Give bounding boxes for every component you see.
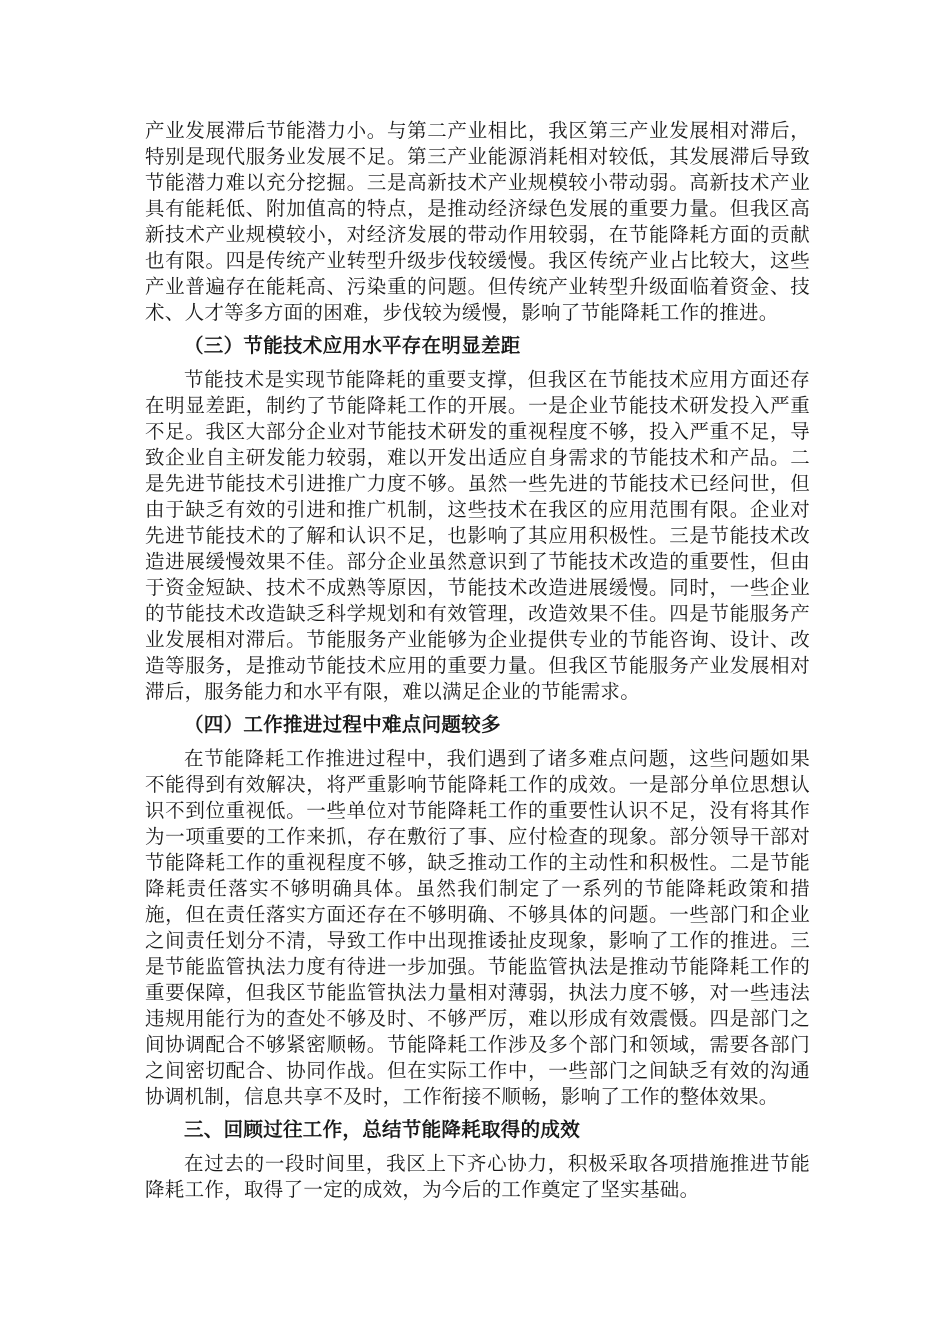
chapter-heading-3: 三、回顾过往工作，总结节能降耗取得的成效 — [184, 1118, 581, 1141]
section-heading-4: （四）工作推进过程中难点问题较多 — [184, 713, 501, 736]
body-paragraph-energy-tech: 节能技术是实现节能降耗的重要支撑，但我区在节能技术应用方面还存在明显差距，制约了节能降耗工作的开展。一是企业节能技术研发投入严重不足。我区大部分企业对节能技术研发的重视程度不够，投入严重不足，导致企业自主研发能力较弱，难以开发出适应自身需求的节能技术和产品。二是先进节能技术引进推广力度不够。虽然一些先进的节能技术已经问世，但由于缺乏有效的引进和推广机制，这些技术在我区的应用范围有限。企业对先进节能技术的了解和认识不足，也影响了其应用积极性。三是节能技术改造进展缓慢效果不佳。部分企业虽然意识到了节能技术改造的重要性，但由于资金短缺、技术不成熟等原因，节能技术改造进展缓慢。同时，一些企业的节能技术改造缺乏科学规划和有效管理，改造效果不佳。四是节能服务产业发展相对滞后。节能服务产业能够为企业提供专业的节能咨询、设计、改造等服务，是推动节能技术应用的重要力量。但我区节能服务产业发展相对滞后，服务能力和水平有限，难以满足企业的节能需求。 — [145, 368, 810, 703]
body-paragraph-achievements: 在过去的一段时间里，我区上下齐心协力，积极采取各项措施推进节能降耗工作，取得了一定的成效，为今后的工作奠定了坚实基础。 — [145, 1152, 810, 1201]
section-heading-3: （三）节能技术应用水平存在明显差距 — [184, 334, 521, 357]
document-page — [145, 118, 810, 1203]
body-paragraph-continued: 产业发展滞后节能潜力小。与第二产业相比，我区第三产业发展相对滞后，特别是现代服务业发展不足。第三产业能源消耗相对较低，其发展滞后导致节能潜力难以充分挖掘。三是高新技术产业规模较小带动弱。高新技术产业具有能耗低、附加值高的特点，是推动经济绿色发展的重要力量。但我区高新技术产业规模较小，对经济发展的带动作用较弱，在节能降耗方面的贡献也有限。四是传统产业转型升级步伐较缓慢。我区传统产业占比较大，这些产业普遍存在能耗高、污染重的问题。但传统产业转型升级面临着资金、技术、人才等多方面的困难，步伐较为缓慢，影响了节能降耗工作的推进。 — [145, 119, 810, 324]
body-paragraph-difficulties: 在节能降耗工作推进过程中，我们遇到了诸多难点问题，这些问题如果不能得到有效解决，将严重影响节能降耗工作的成效。一是部分单位思想认识不到位重视低。一些单位对节能降耗工作的重要性认识不足，没有将其作为一项重要的工作来抓，存在敷衍了事、应付检查的现象。部分领导干部对节能降耗工作的重视程度不够，缺乏推动工作的主动性和积极性。二是节能降耗责任落实不够明确具体。虽然我们制定了一系列的节能降耗政策和措施，但在责任落实方面还存在不够明确、不够具体的问题。一些部门和企业之间责任划分不清，导致工作中出现推诿扯皮现象，影响了工作的推进。三是节能监管执法力度有待进一步加强。节能监管执法是推动节能降耗工作的重要保障，但我区节能监管执法力量相对薄弱，执法力度不够，对一些违法违规用能行为的查处不够及时、不够严厉，难以形成有效震慑。四是部门之间协调配合不够紧密顺畅。节能降耗工作涉及多个部门和领域，需要各部门之间密切配合、协同作战。但在实际工作中，一些部门之间缺乏有效的沟通协调机制，信息共享不及时，工作衔接不顺畅，影响了工作的整体效果。 — [145, 747, 810, 1108]
